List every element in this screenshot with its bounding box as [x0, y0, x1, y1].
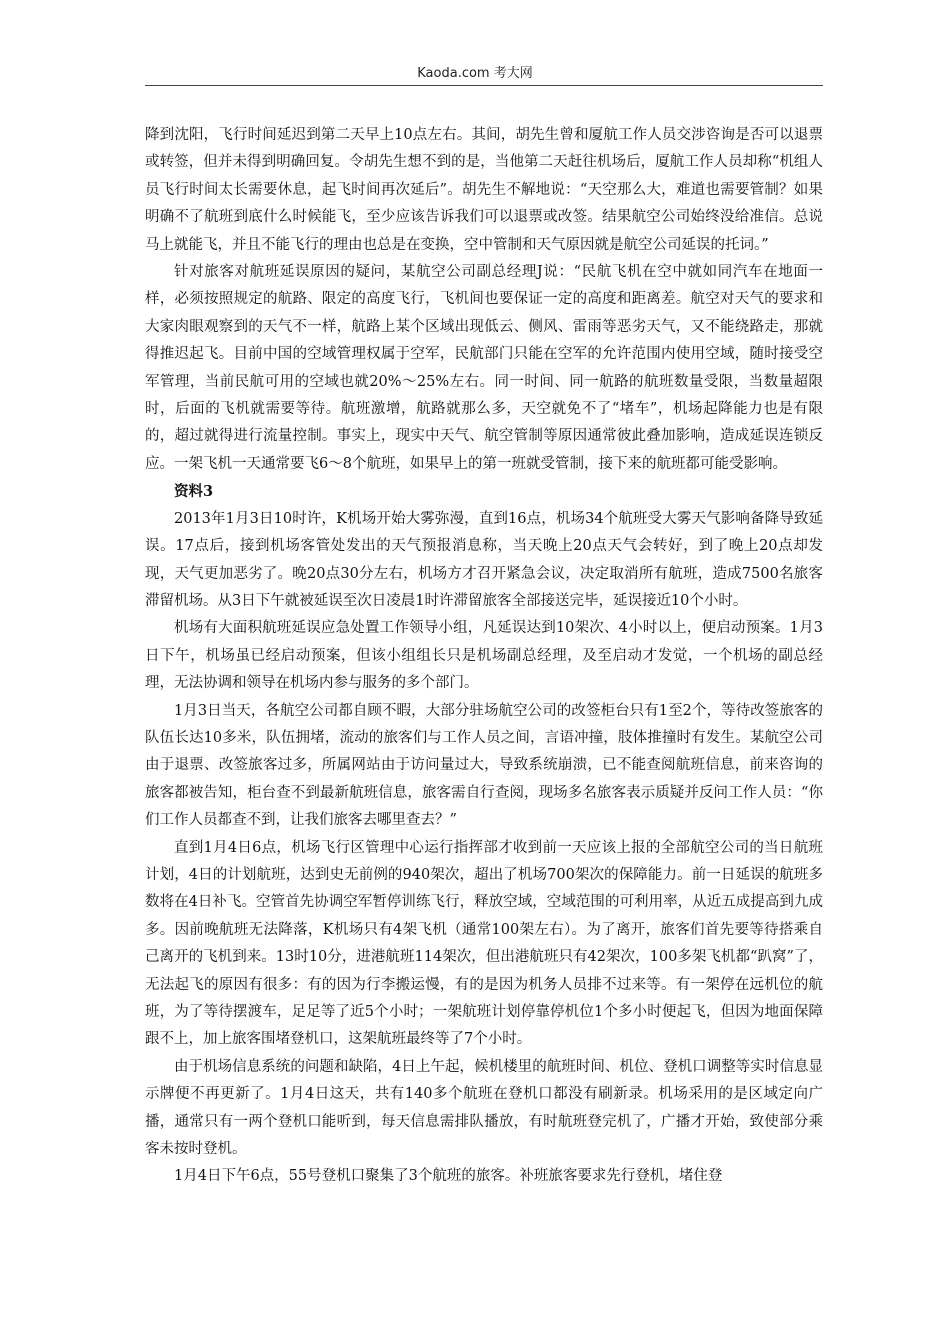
section-heading-material-3: 资料3 [174, 483, 214, 501]
paragraph-fog-delay: 2013年1月3日10时许，K机场开始大雾弥漫，直到16点，机场34个航班受大雾天气影响备降导致延误。17点后，接到机场客管处发出的天气预报消息称，当天晚上20点天气会转好，到了晚上20点却发现，天气更加恶劣了。晚20点30分左右，机场方才召开紧急会议，决定取消所有航班，造成7500名旅客滞留机场。从3日下午就被延误至次日凌晨1时许滞留旅客全部接送完毕，延误接近10个小时。 [145, 510, 823, 609]
paragraph-gate-55: 1月4日下午6点，55号登机口聚集了3个航班的旅客。补班旅客要求先行登机，堵住登 [174, 1168, 723, 1185]
page-header: Kaoda.com 考大网 [417, 66, 533, 81]
paragraph-flight-plan: 直到1月4日6点，机场飞行区管理中心运行指挥部才收到前一天应该上报的全部航空公司的当日航班计划，4日的计划航班，达到史无前例的940架次，超出了机场700架次的保障能力。前一日延误的航班多数将在4日补飞。空管首先协调空军暂停训练飞行，释放空域，空域范围的可利用率，从近五成提高到九成多。因前晚航班无法降落，K机场只有4架飞机（通常100架左右）。为了离开，旅客们首先要等待搭乘自己离开的飞机到来。13时10分，进港航班114架次，但出港航班只有42架次，100多架飞机都“趴窝”了，无法起飞的原因有很多：有的因为行李搬运慢，有的是因为机务人员排不过来等。有一架停在远机位的航班，为了等待摆渡车，足足等了近5个小时；一架航班计划停靠停机位1个多小时便起飞，但因为地面保障跟不上，加上旅客围堵登机口，这架航班最终等了7个小时。 [145, 839, 823, 1048]
paragraph-continued: 降到沈阳，飞行时间延迟到第二天早上10点左右。其间，胡先生曾和厦航工作人员交涉咨询是否可以退票或转签，但并未得到明确回复。令胡先生想不到的是，当他第二天赶往机场后，厦航工作人员却称“机组人员飞行时间太长需要休息，起飞时间再次延后”。胡先生不解地说：“天空那么大，难道也需要管制？如果明确不了航班到底什么时候能飞，至少应该告诉我们可以退票或改签。结果航空公司始终没给准信。总说马上就能飞，并且不能飞行的理由也总是在变换，空中管制和天气原因就是航空公司延误的托词。” [145, 127, 823, 253]
paragraph-rebooking-counters: 1月3日当天，各航空公司都自顾不暇，大部分驻场航空公司的改签柜台只有1至2个，等待改签旅客的队伍长达10多米，队伍拥堵，流动的旅客们与工作人员之间，言语冲撞，肢体推撞时有发生。某航空公司由于退票、改签旅客过多，所属网站由于访问量过大，导致系统崩溃，已不能查阅航班信息，前来咨询的旅客都被告知，柜台查不到最新航班信息，旅客需自行查阅，现场多名旅客表示质疑并反问工作人员：“你们工作人员都查不到，让我们旅客去哪里查去？” [145, 702, 823, 829]
paragraph-manager-statement: 针对旅客对航班延误原因的疑问，某航空公司副总经理J说：“民航飞机在空中就如同汽车在地面一样，必须按照规定的航路、限定的高度飞行，飞机间也要保证一定的高度和距离差。航空对天气的要求和大家肉眼观察到的天气不一样，航路上某个区域出现低云、侧风、雷雨等恶劣天气，又不能绕路走，那就得推迟起飞。目前中国的空域管理权属于空军，民航部门只能在空军的允许范围内使用空域，随时接受空军管理，当前民航可用的空域也就20%～25%左右。同一时间、同一航路的航班数量受限，当数量超限时，后面的飞机就需要等待。航班激增，航路就那么多，天空就免不了“堵车”，机场起降能力也是有限的，超过就得进行流量控制。事实上，现实中天气、航空管制等原因通常彼此叠加影响，造成延误连锁反应。一架飞机一天通常要飞6～8个航班，如果早上的第一班就受管制，接下来的航班都可能受影响。 [145, 264, 823, 472]
document-body [145, 122, 823, 1191]
paragraph-info-system: 由于机场信息系统的问题和缺陷，4日上午起，候机楼里的航班时间、机位、登机口调整等实时信息显示牌便不再更新了。1月4日这天，共有140多个航班在登机口都没有刷新录。机场采用的是区域定向广播，通常只有一两个登机口能听到，每天信息需排队播放，有时航班登完机了，广播才开始，致使部分乘客未按时登机。 [145, 1058, 823, 1158]
paragraph-emergency-plan: 机场有大面积航班延误应急处置工作领导小组，凡延误达到10架次、4小时以上，便启动预案。1月3日下午，机场虽已经启动预案，但该小组组长只是机场副总经理，及至启动才发觉，一个机场的副总经理，无法协调和领导在机场内参与服务的多个部门。 [145, 620, 823, 692]
header-divider [145, 85, 823, 86]
